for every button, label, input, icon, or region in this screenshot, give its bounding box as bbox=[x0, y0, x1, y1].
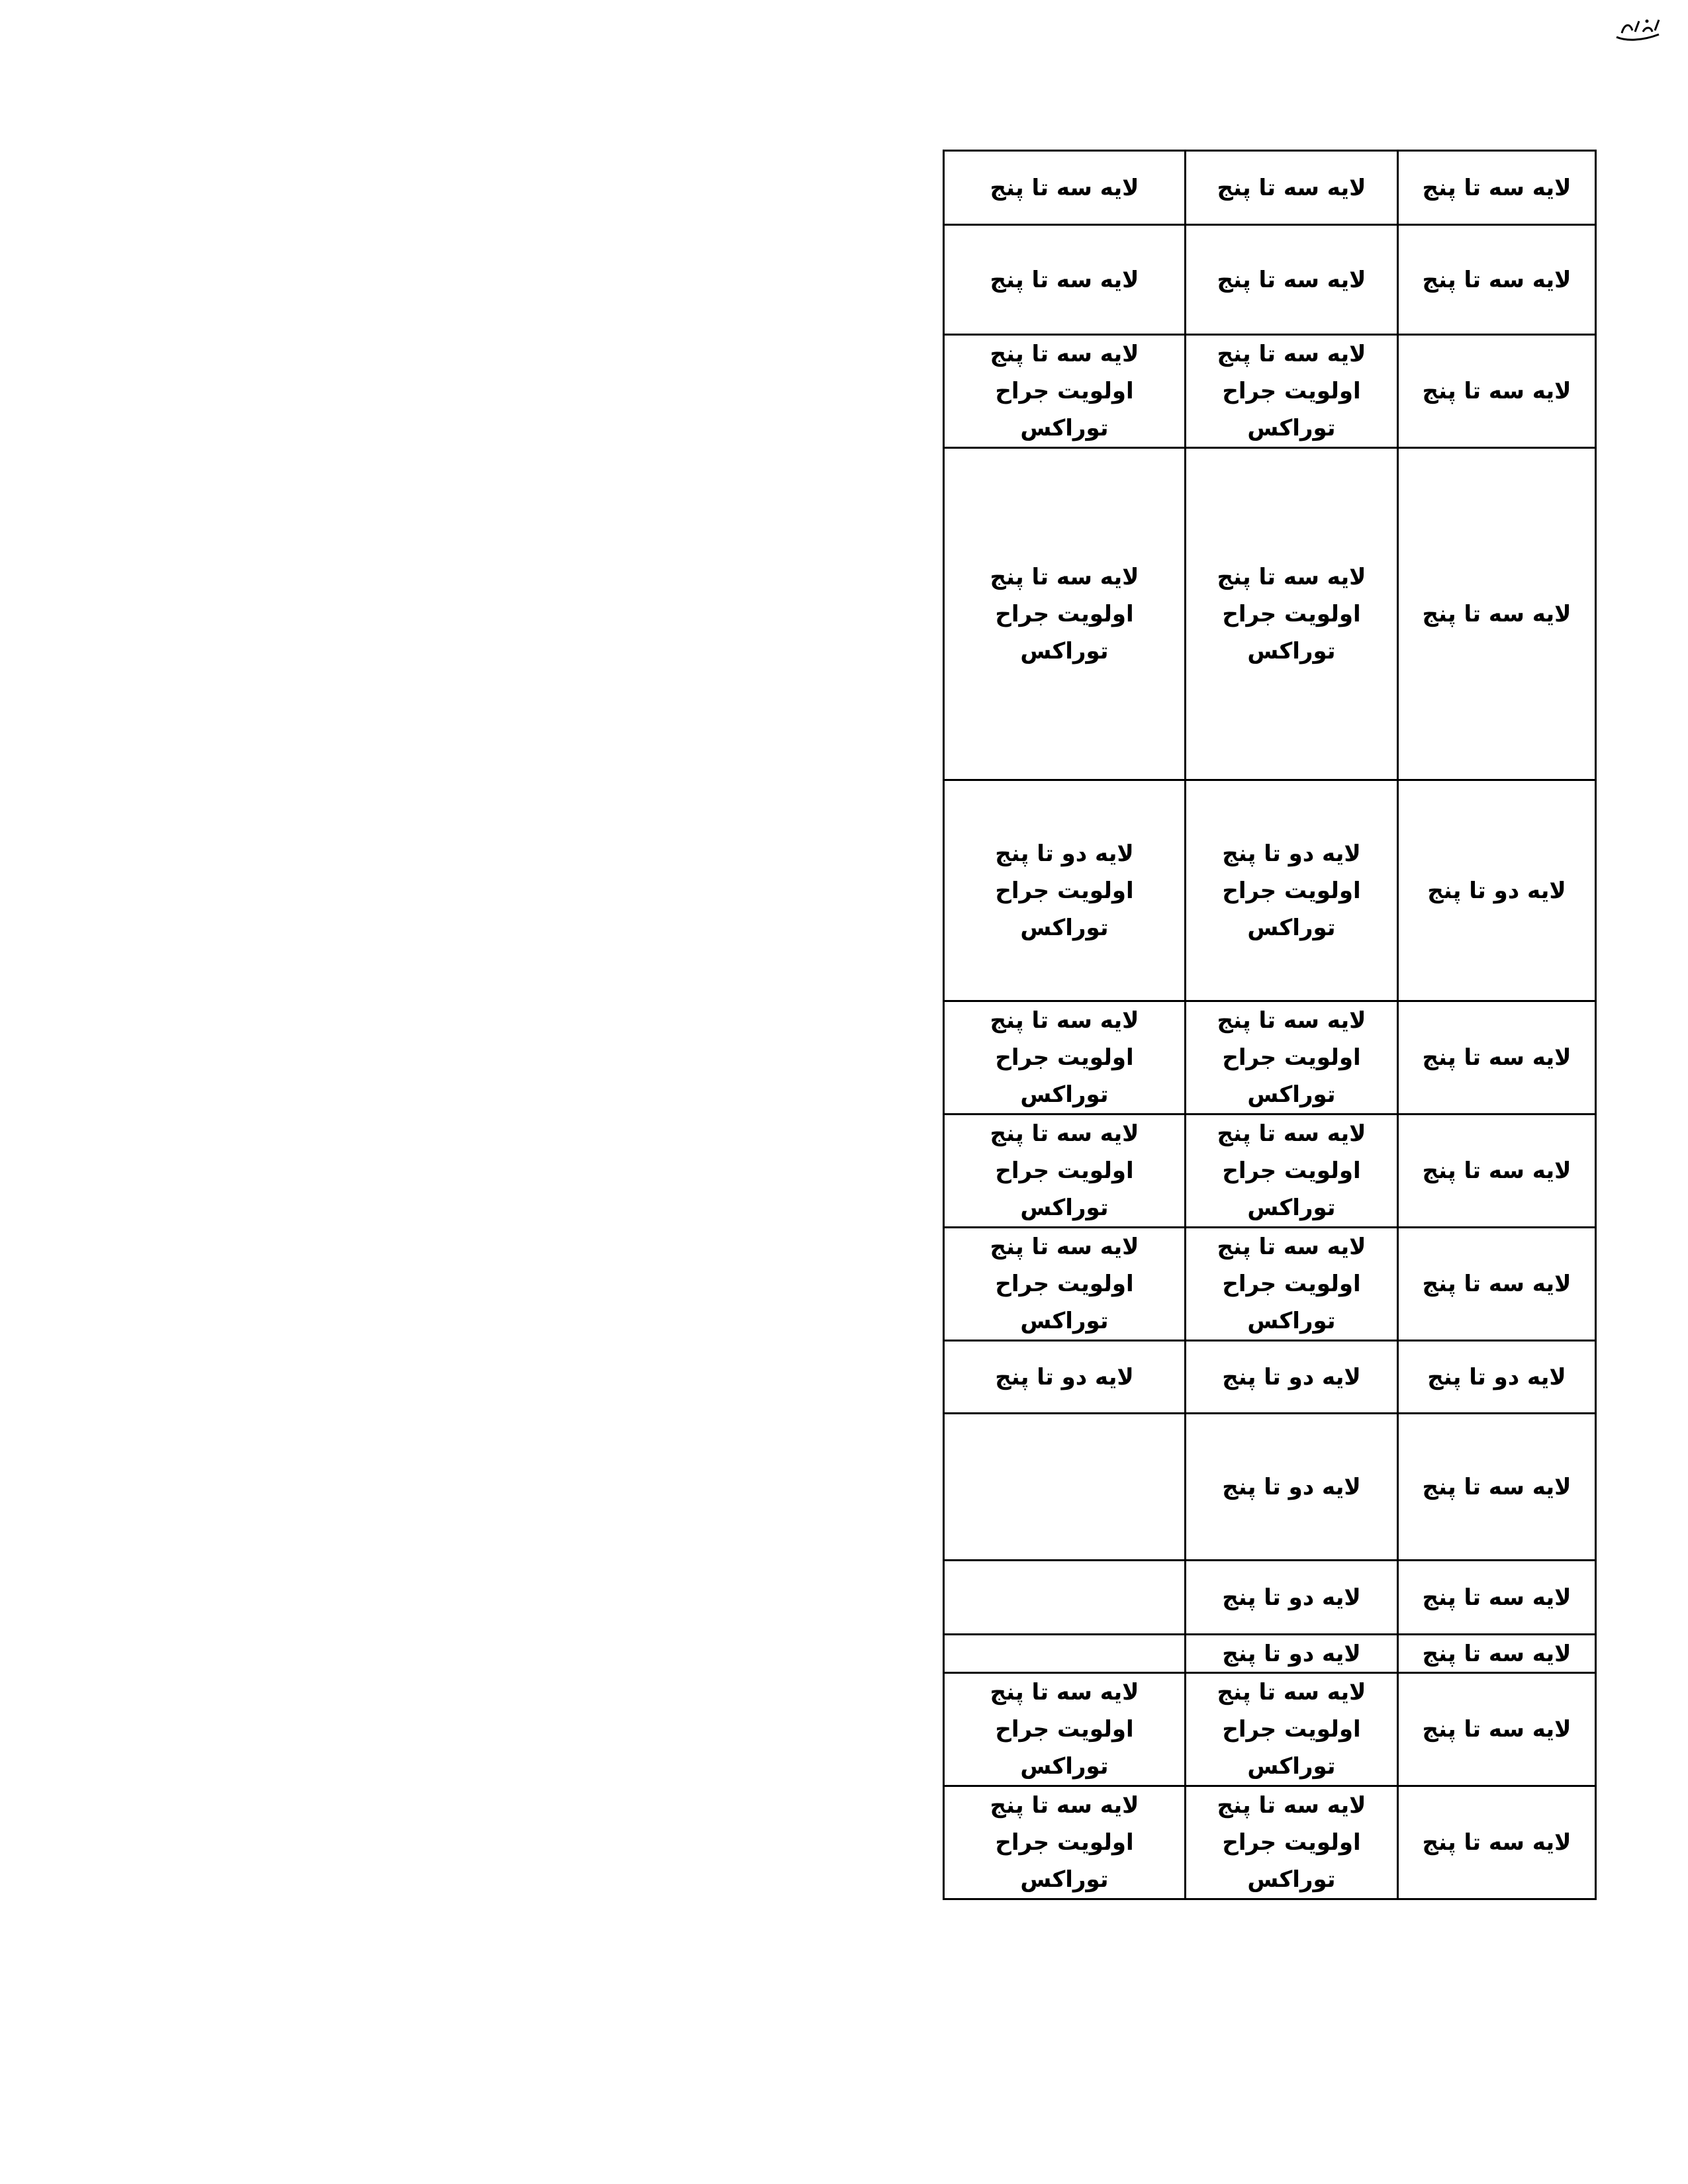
table-cell: لایه سه تا پنج bbox=[1398, 1635, 1596, 1673]
table-cell: لایه سه تا پنج bbox=[1186, 225, 1398, 335]
table-row bbox=[944, 225, 1596, 335]
table-cell: لایه سه تا پنج bbox=[1398, 335, 1596, 448]
table-cell: لایه سه تا پنج اولویت جراح توراکس bbox=[1186, 1786, 1398, 1899]
data-table bbox=[943, 150, 1597, 1900]
table-row bbox=[944, 1228, 1596, 1341]
table-cell: لایه سه تا پنج bbox=[1398, 225, 1596, 335]
table-cell bbox=[944, 1635, 1186, 1673]
table-cell: لایه سه تا پنج اولویت جراح توراکس bbox=[1186, 448, 1398, 780]
table-row bbox=[944, 1786, 1596, 1899]
table-cell: لایه سه تا پنج bbox=[944, 151, 1186, 225]
table-cell: لایه سه تا پنج اولویت جراح توراکس bbox=[1186, 1673, 1398, 1786]
table-cell: لایه سه تا پنج bbox=[1398, 1001, 1596, 1115]
table-cell: لایه سه تا پنج اولویت جراح توراکس bbox=[944, 1786, 1186, 1899]
table-cell: لایه سه تا پنج اولویت جراح توراکس bbox=[944, 1115, 1186, 1228]
table-cell: لایه سه تا پنج bbox=[1398, 151, 1596, 225]
table-cell bbox=[944, 1414, 1186, 1561]
table-cell: لایه دو تا پنج bbox=[1186, 1635, 1398, 1673]
table-cell: لایه سه تا پنج bbox=[1398, 1561, 1596, 1635]
table-row bbox=[944, 335, 1596, 448]
table-cell: لایه سه تا پنج bbox=[1186, 151, 1398, 225]
table-row bbox=[944, 1115, 1596, 1228]
logo bbox=[1613, 15, 1663, 44]
table-cell: لایه سه تا پنج اولویت جراح توراکس bbox=[944, 335, 1186, 448]
table-cell: لایه سه تا پنج اولویت جراح توراکس bbox=[944, 1228, 1186, 1341]
table-cell: لایه سه تا پنج اولویت جراح توراکس bbox=[1186, 1115, 1398, 1228]
table-cell: لایه دو تا پنج bbox=[1186, 1341, 1398, 1414]
table-cell: لایه سه تا پنج اولویت جراح توراکس bbox=[944, 1001, 1186, 1115]
table-cell: لایه دو تا پنج bbox=[944, 1341, 1186, 1414]
table-cell: لایه سه تا پنج اولویت جراح توراکس bbox=[1186, 1228, 1398, 1341]
table-row bbox=[944, 1341, 1596, 1414]
table-cell: لایه سه تا پنج bbox=[944, 225, 1186, 335]
table-cell: لایه سه تا پنج bbox=[1398, 1786, 1596, 1899]
table-cell: لایه سه تا پنج bbox=[1398, 1414, 1596, 1561]
table-row bbox=[944, 1414, 1596, 1561]
table-cell bbox=[944, 1561, 1186, 1635]
table-row bbox=[944, 1561, 1596, 1635]
table-row bbox=[944, 1001, 1596, 1115]
table-cell: لایه سه تا پنج اولویت جراح توراکس bbox=[1186, 335, 1398, 448]
table-cell: لایه سه تا پنج bbox=[1398, 448, 1596, 780]
table-cell: لایه سه تا پنج اولویت جراح توراکس bbox=[944, 1673, 1186, 1786]
table-cell: لایه دو تا پنج bbox=[1398, 780, 1596, 1001]
table-cell: لایه دو تا پنج bbox=[1398, 1341, 1596, 1414]
table-row bbox=[944, 1635, 1596, 1673]
table-cell: لایه سه تا پنج bbox=[1398, 1228, 1596, 1341]
table-cell: لایه سه تا پنج bbox=[1398, 1673, 1596, 1786]
table-cell: لایه سه تا پنج bbox=[1398, 1115, 1596, 1228]
table-row bbox=[944, 151, 1596, 225]
table-cell: لایه دو تا پنج bbox=[1186, 1561, 1398, 1635]
table-cell: لایه سه تا پنج اولویت جراح توراکس bbox=[944, 448, 1186, 780]
table-row bbox=[944, 1673, 1596, 1786]
table-cell: لایه دو تا پنج اولویت جراح توراکس bbox=[1186, 780, 1398, 1001]
table-row bbox=[944, 780, 1596, 1001]
table-cell: لایه دو تا پنج اولویت جراح توراکس bbox=[944, 780, 1186, 1001]
table-cell: لایه سه تا پنج اولویت جراح توراکس bbox=[1186, 1001, 1398, 1115]
table-row bbox=[944, 448, 1596, 780]
table-cell: لایه دو تا پنج bbox=[1186, 1414, 1398, 1561]
